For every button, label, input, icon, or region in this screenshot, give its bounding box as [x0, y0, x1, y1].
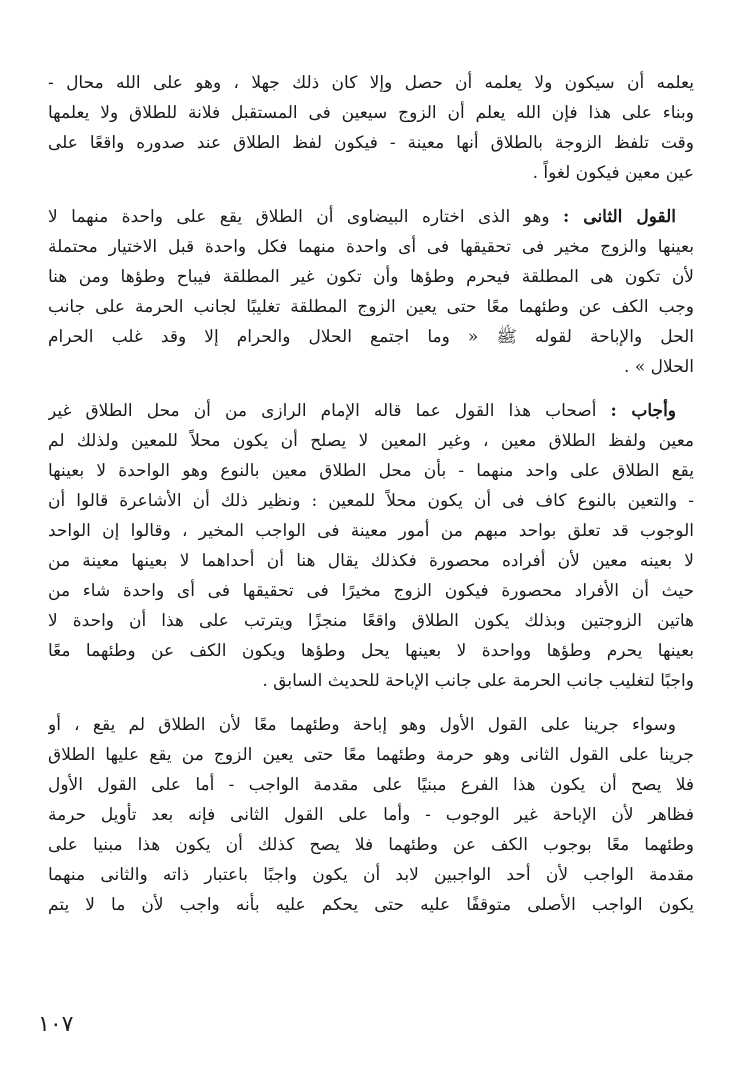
- text-line: هاتين الزوجتين وبذلك يكون الطلاق واقعًا منجزًا ويترتب على هذا أن واحدة لا: [48, 611, 694, 631]
- paragraph-lead-heading: وأجاب :: [610, 401, 677, 421]
- paragraph-1: [48, 68, 694, 188]
- text-line: بعينها والزوج مخير فى تحقيقها فى أى واحدة منهما فكل واحدة قبل الاختيار محتملة: [48, 237, 694, 257]
- text-line: عين معين فيكون لغواً .: [532, 163, 694, 183]
- text-line: معين ولفظ الطلاق معين ، وغير المعين لا يصلح أن يكون محلاً للمعين ولذلك لم: [48, 431, 694, 451]
- paragraph-lead-heading: القول الثانى :: [563, 207, 676, 227]
- text-line: [48, 396, 694, 426]
- text-line-rest: أصحاب هذا القول عما قاله الإمام الرازى من أن محل الطلاق غير: [48, 401, 611, 421]
- text-line: وطئهما معًا بوجوب الكف عن وطئهما فلا يصح كذلك أن يكون هذا مبنيا على: [48, 835, 694, 855]
- document-page: [48, 68, 694, 934]
- paragraph-4: [48, 710, 694, 920]
- text-line: بعينها يحرم وطؤها وواحدة لا بعينها يحل وطؤها ويكون الكف عن وطئهما معًا: [48, 641, 694, 661]
- text-line: حيث أن الأفراد محصورة فيكون الزوج مخيرًا فى تحقيقها فى أى واحدة شاء من: [48, 581, 694, 601]
- text-line: مقدمة الواجب لأن أحد الواجبين لابد أن يكون واجبًا باعتبار ذاته والثانى منهما: [48, 865, 694, 885]
- text-line: واجبًا لتغليب جانب الحرمة على جانب الإباحة للحديث السابق .: [262, 671, 694, 691]
- text-line: وسواء جرينا على القول الأول وهو إباحة وطئهما معًا لأن الطلاق لم يقع ، أو: [48, 715, 676, 735]
- text-line: لأن تكون هى المطلقة فيحرم وطؤها وأن تكون غير المطلقة فيباح وطؤها ومن هنا: [48, 267, 694, 287]
- paragraph-2: [48, 202, 694, 382]
- text-line: وبناء على هذا فإن الله يعلم أن الزوج سيعين فى المستقبل فلانة للطلاق ولا يعلمها: [48, 103, 694, 123]
- text-line: - والتعين بالنوع كاف فى أن يكون محلاً للمعين : ونظير ذلك أن الأشاعرة قالوا أن: [48, 491, 694, 511]
- page-number: ١٠٧: [38, 1012, 74, 1037]
- text-line: [48, 202, 694, 232]
- text-line: الحل والإباحة لقوله ﷺ « وما اجتمع الحلال والحرام إلا وقد غلب الحرام: [48, 327, 694, 347]
- text-line: يعلمه أن سيكون ولا يعلمه أن حصل وإلا كان ذلك جهلا ، وهو على الله محال -: [48, 73, 694, 93]
- text-line: الوجوب قد تعلق بواحد مبهم من أمور معينة فى الواجب المخير ، وقالوا إن الواحد: [48, 521, 694, 541]
- text-line: وجب الكف عن وطئهما معًا حتى يعين الزوج المطلقة تغليبًا لجانب الحرمة على جانب: [48, 297, 694, 317]
- text-line: يكون الواجب الأصلى متوقفًا عليه حتى يحكم عليه بأنه واجب لأن ما لا يتم: [48, 895, 694, 915]
- text-line: وقت تلفظ الزوجة بالطلاق أنها معينة - فيكون لفظ الطلاق عند صدوره واقعًا على: [48, 133, 694, 153]
- text-line: لا بعينه معين لأن أفراده محصورة فكذلك يقال هنا أن أحداهما لا بعينها معينة من: [48, 551, 694, 571]
- text-line: الحلال » .: [624, 357, 694, 377]
- text-line: فلا يصح أن يكون هذا الفرع مبنيًا على مقدمة الواجب - أما على القول الأول: [48, 775, 694, 795]
- paragraph-3: [48, 396, 694, 696]
- text-line: فظاهر لأن الإباحة غير الوجوب - وأما على القول الثانى فإنه بعد تأويل حرمة: [48, 805, 694, 825]
- text-line: يقع الطلاق على واحد منهما - بأن محل الطلاق معين بالنوع وهو الواحدة لا بعينها: [48, 461, 694, 481]
- text-line: جرينا على القول الثانى وهو حرمة وطئهما معًا حتى يعين الزوج من يقع عليها الطلاق: [48, 745, 694, 765]
- text-line-rest: وهو الذى اختاره البيضاوى أن الطلاق يقع على واحدة منهما لا: [48, 207, 564, 227]
